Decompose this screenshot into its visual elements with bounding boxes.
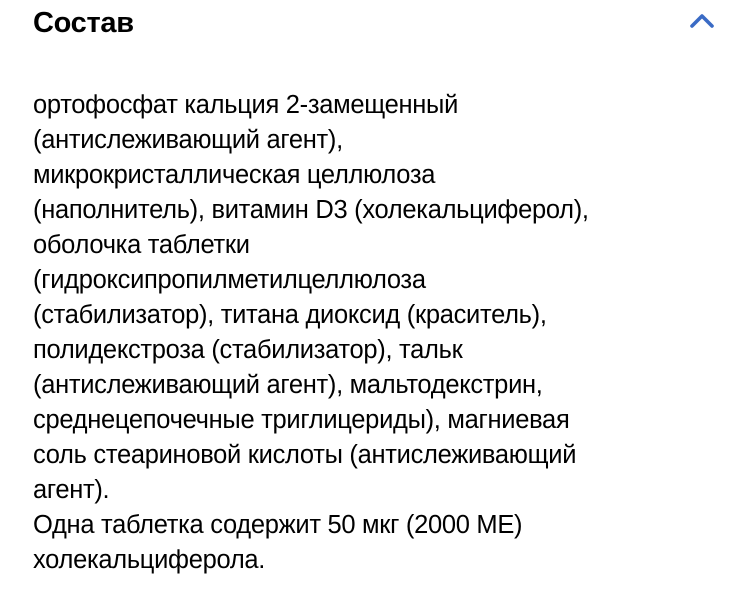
composition-text-line: (антислеживающий агент), мальтодекстрин, [33,371,543,399]
composition-text-line: (стабилизатор), титана диоксид (краситель), [33,301,547,329]
section-title: Состав [33,7,134,39]
composition-text-line: соль стеариновой кислоты (антислеживающий [33,441,577,469]
collapse-section-button[interactable] [688,9,716,33]
composition-text-line: холекальциферола. [33,546,266,574]
composition-text-line: оболочка таблетки [33,231,250,259]
composition-text-line: (гидроксипропилметилцеллюлоза [33,266,426,294]
composition-text-line: ортофосфат кальция 2-замещенный [33,91,459,119]
composition-text-line: микрокристаллическая целлюлоза [33,161,436,189]
composition-text-line: (наполнитель), витамин D3 (холекальциферол), [33,196,589,224]
composition-text-line: Одна таблетка содержит 50 мкг (2000 МЕ) [33,511,523,539]
composition-text-line: полидекстроза (стабилизатор), тальк [33,336,463,364]
composition-section-header[interactable] [33,5,717,41]
composition-text [33,88,717,578]
composition-text-line: агент). [33,476,110,504]
composition-text-line: (антислеживающий агент), [33,126,343,154]
composition-text-line: среднецепочечные триглицериды), магниевая [33,406,570,434]
chevron-up-icon [688,10,716,32]
